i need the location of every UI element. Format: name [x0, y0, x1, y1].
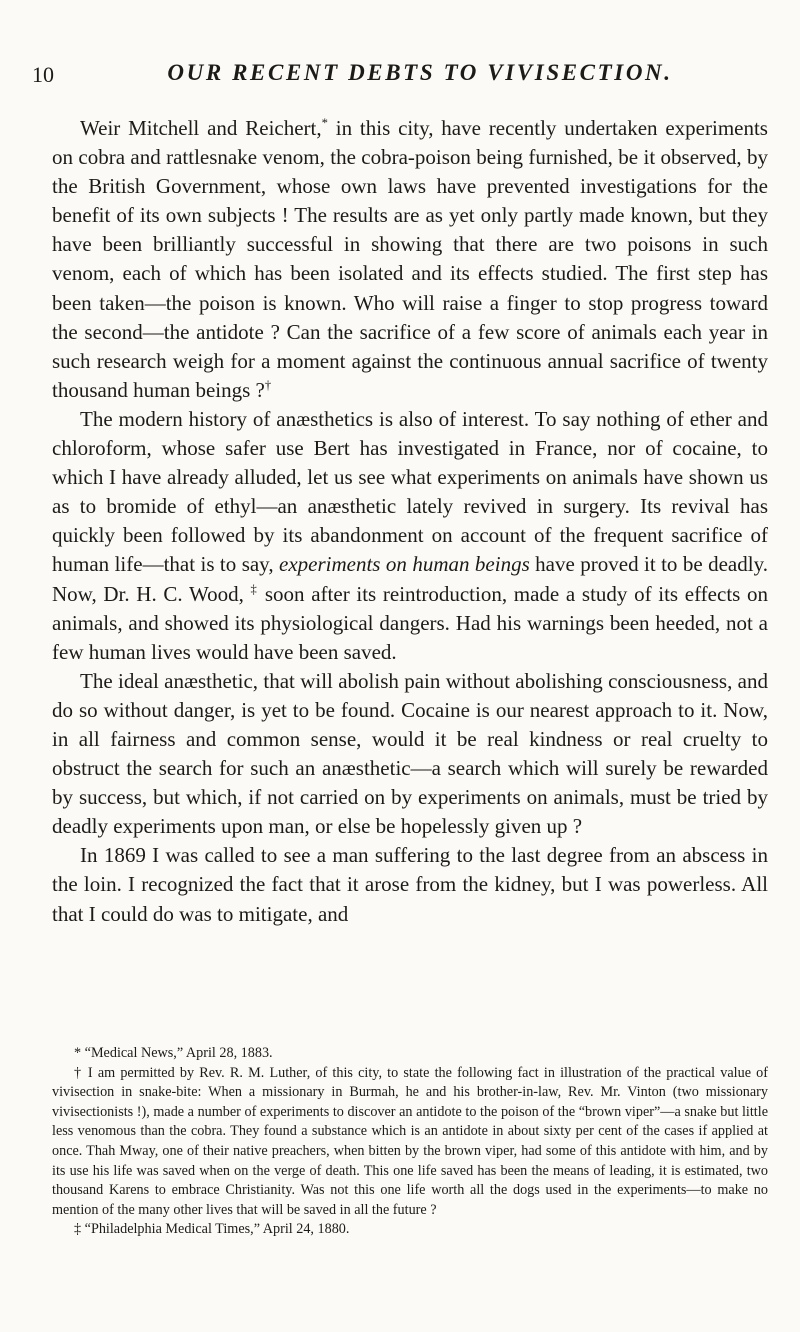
emphasized-text: experiments on human beings	[279, 552, 530, 577]
footnotes	[52, 1044, 768, 1240]
body-text	[52, 114, 768, 929]
page-number: 10	[32, 62, 54, 87]
paragraph-text: Weir Mitchell and Reichert,	[80, 116, 322, 140]
paragraph-ideal-anaesthetic	[52, 667, 768, 842]
paragraph-text: In 1869 I was called to see a man suffering to the last degree from an abscess in the loin. I recognized the fact that it arose from the kidney, but I was powerless. All that I could do was to mitigate, and	[52, 843, 768, 926]
footnote-dagger	[52, 1064, 768, 1221]
footnote-star	[52, 1044, 768, 1064]
paragraph-text: soon after its reintroduction, made a study of its effects on animals, and showed its physiological dangers. Had his warnings been heeded, not a few human lives would have been saved.	[52, 581, 768, 664]
footnote-text: “Medical News,” April 28, 1883.	[81, 1045, 273, 1061]
page-header	[32, 52, 768, 92]
footnote-mark: *	[74, 1045, 82, 1061]
paragraph-text: The ideal anæsthetic, that will abolish pain without abolishing consciousness, and do so without danger, is yet to be found. Cocaine is our nearest approach to it. Now, in all fairness and common sense, would it be real kindness or real cruelty to obstruct the search for such an anæsthetic—a search which will surely be rewarded by success, but which, if not carried on by experiments on animals, must be tried by deadly experiments upon man, or else be hopelessly given up ?	[52, 668, 768, 839]
footnote-marker-dagger: †	[264, 377, 272, 392]
paragraph-venom-research	[52, 114, 768, 405]
paragraph-1869-case	[52, 841, 768, 928]
paragraph-text: The modern history of anæsthetics is also of interest. To say nothing of ether and chloroform, whose safer use Bert has investigated in France, nor of cocaine, to which I have already alluded, let us see what experiments on animals have shown us as to bromide of ethyl—an anæsthetic lately revived in surgery. Its revival has quickly been followed by its abandonment on account of the frequent sacrifice of human life—that is to say,	[52, 406, 768, 577]
footnote-marker-double-dagger: ‡	[250, 581, 259, 596]
paragraph-text: have proved it to be deadly. Now, Dr. H. C. Wood,	[52, 552, 768, 606]
footnote-double-dagger	[52, 1220, 768, 1240]
footnote-marker-star: *	[321, 116, 328, 130]
running-title: OUR RECENT DEBTS TO VIVISECTION.	[167, 60, 673, 85]
footnote-mark: †	[74, 1064, 83, 1081]
footnote-text: “Philadelphia Medical Times,” April 24, 1880.	[81, 1221, 350, 1238]
footnote-mark: ‡	[74, 1221, 82, 1238]
footnote-text: I am permitted by Rev. R. M. Luther, of this city, to state the following fact in illustration of the practical value of vivisection in snake-bite: When a missionary in Burmah, he and his brother-in-law, Rev. Mr. Vinton (two missionary vivisectionists !), made a number of experiments to discover an antidote to the poison of the “brown viper”—a snake but little less venomous than the cobra. They found a substance which is an antidote in about sixty per cent of the cases if applied at once. Thah Mway, one of their native preachers, when bitten by the brown viper, had some of this antidote with him, and by its use his life was saved when on the verge of death. This one life saved has been the means of leading, it is estimated, two thousand Karens to embrace Christianity. Was not this one life worth all the dogs used in the experiments—to make no mention of the many other lives that will be saved in all the future ?	[52, 1064, 769, 1218]
paragraph-text: in this city, have recently undertaken experiments on cobra and rattlesnake venom, the cobra-poison being furnished, be it observed, by the British Government, whose own laws have prevented investigations for the benefit of its own subjects ! The results are as yet only partly made known, but they have been brilliantly successful in showing that there are two poisons in such venom, each of which has been isolated and its effects studied. The first step has been taken—the poison is known. Who will raise a finger to stop progress toward the second—the antidote ? Can the sacrifice of a few score of animals each year in such research weigh for a moment against the continuous annual sacrifice of twenty thousand human beings ?	[52, 116, 768, 402]
paragraph-anaesthetics-history	[52, 405, 768, 667]
